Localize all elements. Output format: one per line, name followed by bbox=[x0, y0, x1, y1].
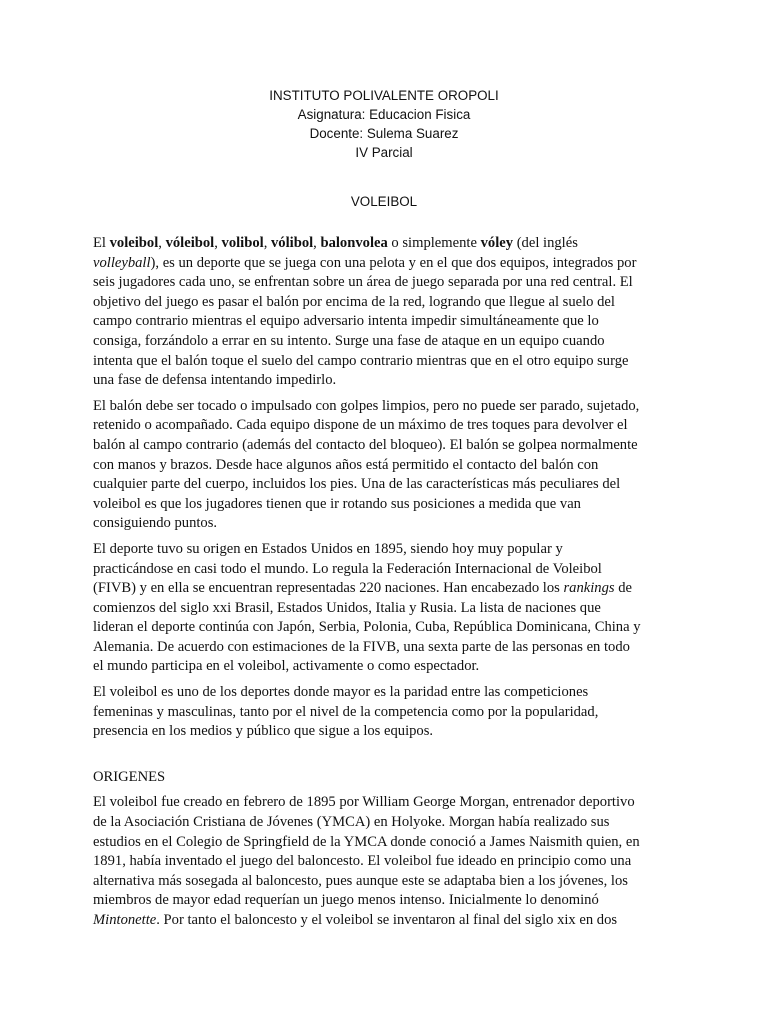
text-line: volleyball), es un deporte que se juega con una pelota y en el que dos equipos, integrados por bbox=[93, 254, 637, 271]
text-line: seis jugadores cada uno, se enfrentan sobre un área de juego separada por una red central. El bbox=[93, 274, 633, 291]
text-line: con manos y brazos. Desde hace algunos años está permitido el contacto del balón con bbox=[93, 456, 599, 473]
text-line: retenido o acompañado. Cada equipo dispone de un máximo de tres toques para devolver el bbox=[93, 417, 628, 434]
term-voleibol: voleibol bbox=[109, 235, 159, 251]
text-line: comienzos del siglo xxi Brasil, Estados Unidos, Italia y Rusia. La lista de naciones que bbox=[93, 599, 601, 616]
intro-paragraph bbox=[93, 234, 677, 391]
text-line: El deporte tuvo su origen en Estados Unidos en 1895, siendo hoy muy popular y bbox=[93, 540, 563, 557]
text-line: miembros de mayor edad requerían un juego menos intenso. Inicialmente lo denominó bbox=[93, 892, 599, 909]
text-line: femeninas y masculinas, tanto por el nivel de la competencia como por la popularidad, bbox=[93, 703, 599, 720]
term-balonvolea: balonvolea bbox=[320, 235, 388, 251]
text-line: el mundo participa en el voleibol, activamente o como espectador. bbox=[93, 658, 480, 675]
text-line: una fase de defensa intentando impedirlo. bbox=[93, 372, 337, 389]
term-volibol-accent: vólibol bbox=[271, 235, 314, 251]
text-line: lideran el deporte continúa con Japón, Serbia, Polonia, Cuba, República Dominicana, China y bbox=[93, 619, 641, 636]
text-line: consiguiendo puntos. bbox=[93, 515, 218, 532]
text-line: alternativa más sosegada al baloncesto, pues aunque este se adaptaba bien a los jóvenes, los bbox=[93, 872, 628, 889]
text-line: de la Asociación Cristiana de Jóvenes (YMCA) en Holyoke. Morgan había realizado sus bbox=[93, 814, 610, 831]
term-voley: vóley bbox=[480, 235, 514, 251]
teacher-line: Docente: Sulema Suarez bbox=[309, 126, 459, 141]
document-body bbox=[93, 234, 677, 937]
history-paragraph bbox=[93, 540, 677, 677]
text-line: practicándose en casi todo el mundo. Lo regula la Federación Internacional de Voleibol bbox=[93, 560, 602, 577]
text-line: voleibol es que los jugadores tienen que ir rotando sus posiciones a medida que van bbox=[93, 495, 581, 512]
text-line: El voleibol, vóleibol, volibol, vólibol, balonvolea o simplemente vóley (del inglés bbox=[93, 235, 578, 251]
document-title: VOLEIBOL bbox=[350, 194, 418, 209]
term-volibol: volibol bbox=[221, 235, 264, 251]
subject-line: Asignatura: Educacion Fisica bbox=[297, 107, 471, 122]
institution-name: INSTITUTO POLIVALENTE OROPOLI bbox=[269, 88, 499, 103]
text-line: Mintonette. Por tanto el baloncesto y el voleibol se inventaron al final del siglo xix en dos bbox=[93, 912, 618, 928]
text-line: presencia en los medios y público que sigue a los equipos. bbox=[93, 723, 434, 740]
text-line: El balón debe ser tocado o impulsado con golpes limpios, pero no puede ser parado, sujetado, bbox=[93, 397, 640, 414]
text-line: objetivo del juego es pasar el balón por encima de la red, logrando que llegue al suelo del bbox=[93, 293, 615, 310]
parity-paragraph bbox=[93, 683, 677, 742]
text-line: estudios en el Colegio de Springfield de la YMCA donde conoció a James Naismith quien, en bbox=[93, 833, 640, 850]
rules-paragraph bbox=[93, 397, 677, 534]
text-line: El voleibol es uno de los deportes donde mayor es la paridad entre las competiciones bbox=[93, 684, 589, 701]
origins-paragraph bbox=[93, 793, 677, 930]
text-line: intenta que el balón toque el suelo del campo contrario mientras que en el otro equipo surge bbox=[93, 352, 629, 369]
origins-heading: ORIGENES bbox=[93, 768, 166, 785]
term-mintonette: Mintonette bbox=[93, 912, 157, 928]
text-line: El voleibol fue creado en febrero de 1895 por William George Morgan, entrenador deportivo bbox=[93, 794, 635, 811]
term-voleibol-accent: vóleibol bbox=[165, 235, 215, 251]
term-rankings: rankings bbox=[563, 580, 615, 597]
term-line: IV Parcial bbox=[355, 145, 413, 160]
text-line: consiga, forzándolo a errar en su intento. Surge una fase de ataque en un equipo cuando bbox=[93, 332, 605, 349]
text-line: 1891, había inventado el juego del baloncesto. El voleibol fue ideado en principio como una bbox=[93, 853, 632, 870]
document-header bbox=[0, 86, 768, 162]
text-line: campo contrario mientras el equipo adversario intenta impedir simultáneamente que lo bbox=[93, 313, 599, 330]
text-line: balón al campo contrario (además del contacto del bloqueo). El balón se golpea normalmente bbox=[93, 436, 638, 453]
term-volleyball: volleyball bbox=[93, 254, 151, 271]
text-line: cualquier parte del cuerpo, incluidos los pies. Una de las características más peculiares del bbox=[93, 476, 621, 493]
text-line: (FIVB) y en ella se encuentran representadas 220 naciones. Han encabezado los rankings de bbox=[93, 580, 632, 597]
text-line: Alemania. De acuerdo con estimaciones de la FIVB, una sexta parte de las personas en todo bbox=[93, 638, 630, 655]
